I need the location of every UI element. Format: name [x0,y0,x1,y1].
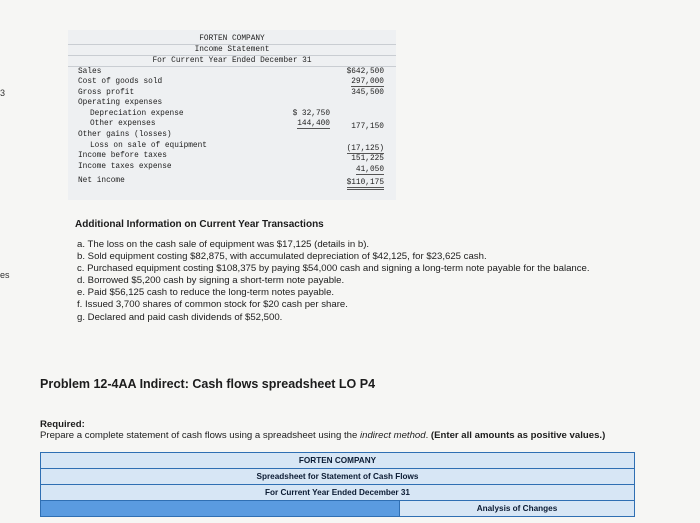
row-value: 345,500 [351,89,384,97]
statement-name: Income Statement [68,45,396,56]
row-value: $110,175 [347,179,384,190]
additional-info-heading: Additional Information on Current Year Transactions [75,219,324,230]
row-value: 144,400 [297,120,330,128]
row-label: Income taxes expense [78,163,172,171]
spreadsheet-company: FORTEN COMPANY [40,452,635,469]
analysis-of-changes-header: Analysis of Changes [399,501,634,516]
row-value: 297,000 [351,78,384,86]
row-value: $642,500 [346,68,384,76]
row-label: Income before taxes [78,152,167,160]
income-statement [68,30,396,200]
transaction-item: a. The loss on the cash sale of equipment was $17,125 (details in b). [77,239,370,250]
row-label: Net income [78,177,125,185]
row-label: Depreciation expense [90,110,184,118]
left-edge-fragment: es [0,270,10,280]
instruction-text: Prepare a complete statement of cash flows using a spreadsheet using the [40,430,360,441]
additional-information [75,219,695,324]
instruction-punct: . [425,430,431,441]
income-statement-header [68,30,396,67]
row-label: Sales [78,68,102,76]
row-value: $ 32,750 [292,110,330,118]
transaction-item: d. Borrowed $5,200 cash by signing a short-term note payable. [77,275,345,287]
spreadsheet-column-header [40,501,635,517]
transaction-item: f. Issued 3,700 shares of common stock for $20 cash per share. [77,299,348,311]
row-label: Gross profit [78,89,135,97]
instruction-note: (Enter all amounts as positive values.) [430,430,606,441]
row-label: Cost of goods sold [78,78,163,86]
spreadsheet-header [40,452,635,517]
required-section [40,419,605,441]
row-label: Operating expenses [78,99,163,107]
row-label: Other gains (losses) [78,131,172,139]
left-edge-fragment: 3 [0,88,6,98]
row-value: 151,225 [351,155,384,163]
row-label: Loss on sale of equipment [90,142,207,150]
instruction-method: indirect method [359,430,426,441]
spreadsheet-title: Spreadsheet for Statement of Cash Flows [40,469,635,485]
required-label: Required: [40,419,85,430]
row-value: (17,125) [346,145,384,153]
transaction-item: g. Declared and paid cash dividends of $52,500. [77,311,283,323]
statement-period: For Current Year Ended December 31 [68,56,396,67]
transaction-item: b. Sold equipment costing $82,875, with accumulated depreciation of $42,125, for $23,625 cash. [77,251,487,263]
company-name: FORTEN COMPANY [68,34,396,45]
row-value: 41,050 [355,166,384,174]
problem-title: Problem 12-4AA Indirect: Cash flows spreadsheet LO P4 [40,377,376,391]
required-instruction [40,430,605,441]
row-label: Other expenses [90,120,156,128]
row-value: 177,150 [351,123,384,131]
transaction-item: e. Paid $56,125 cash to reduce the long-term notes payable. [77,287,335,299]
spreadsheet-period: For Current Year Ended December 31 [40,485,635,501]
transaction-item: c. Purchased equipment costing $108,375 by paying $54,000 cash and signing a long-term note payable for the balance. [77,263,590,275]
